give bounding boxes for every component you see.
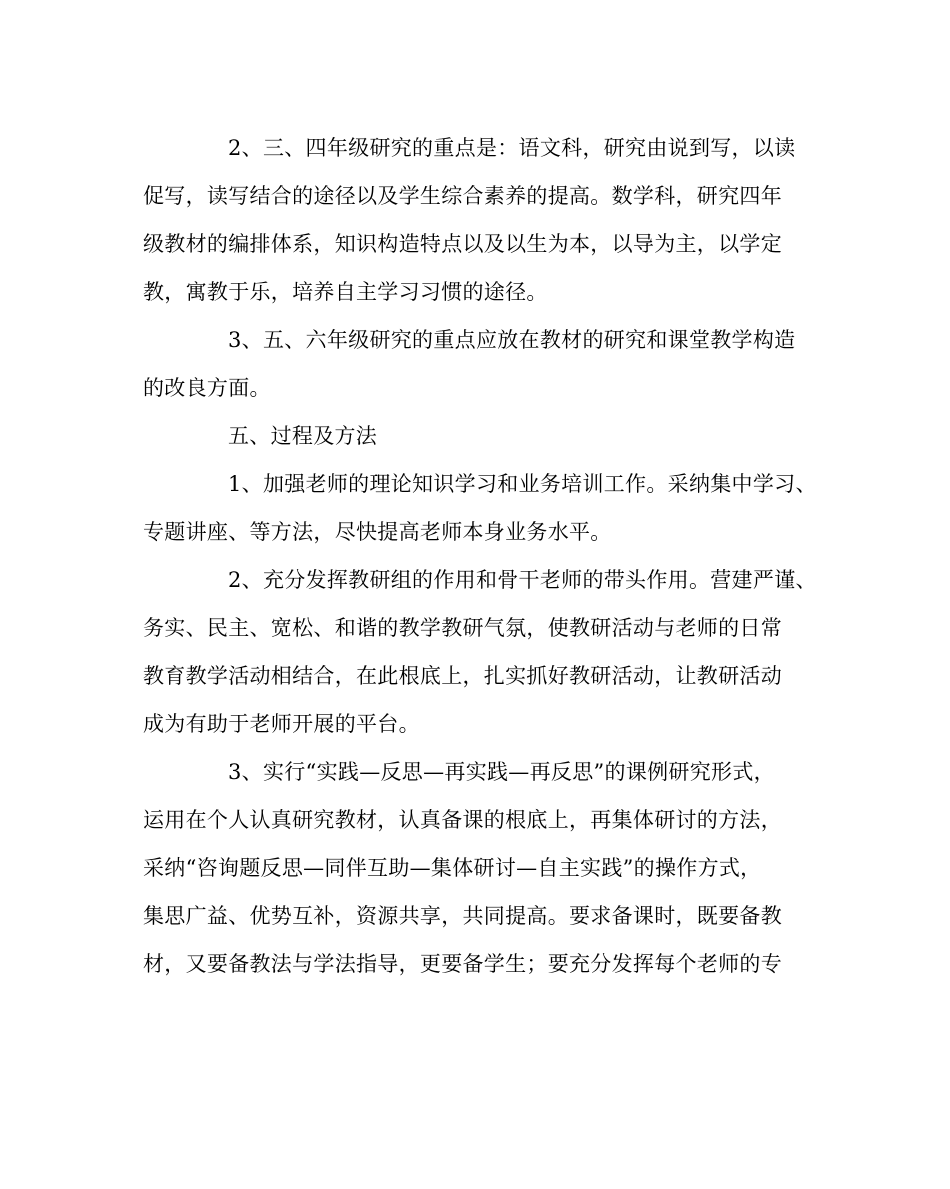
- section-heading: 五、过程及方法: [228, 424, 378, 448]
- paragraph-line: 教，寓教于乐，培养自主学习习惯的途径。: [143, 280, 548, 304]
- paragraph-line: 3、实行“实践—反思—再实践—再反思”的课例研究形式，: [228, 760, 775, 784]
- paragraph-line: 教育教学活动相结合，在此根底上，扎实抓好教研活动，让教研活动: [143, 664, 782, 688]
- paragraph-line: 2、三、四年级研究的重点是：语文科，研究由说到写，以读: [228, 136, 796, 160]
- paragraph-line: 级教材的编排体系，知识构造特点以及以生为本，以导为主，以学定: [143, 232, 782, 256]
- paragraph-line: 务实、民主、宽松、和谐的教学教研气氛，使教研活动与老师的日常: [143, 616, 782, 640]
- paragraph-line: 3、五、六年级研究的重点应放在教材的研究和课堂教学构造: [228, 328, 796, 352]
- paragraph-line: 促写，读写结合的途径以及学生综合素养的提高。数学科，研究四年: [143, 184, 782, 208]
- paragraph-line: 运用在个人认真研究教材，认真备课的根底上，再集体研讨的方法，: [143, 808, 782, 832]
- paragraph-line: 2、充分发挥教研组的作用和骨干老师的带头作用。营建严谨、: [228, 568, 817, 592]
- paragraph-line: 成为有助于老师开展的平台。: [143, 712, 420, 736]
- paragraph-line: 专题讲座、等方法，尽快提高老师本身业务水平。: [143, 520, 612, 544]
- paragraph-line: 材，又要备教法与学法指导，更要备学生；要充分发挥每个老师的专: [143, 952, 782, 976]
- paragraph-line: 集思广益、优势互补，资源共享，共同提高。要求备课时，既要备教: [143, 904, 782, 928]
- paragraph-line: 采纳“咨询题反思—同伴互助—集体研讨—自主实践”的操作方式，: [143, 856, 762, 880]
- paragraph-line: 的改良方面。: [143, 376, 271, 400]
- paragraph-line: 1、加强老师的理论知识学习和业务培训工作。采纳集中学习、: [228, 472, 817, 496]
